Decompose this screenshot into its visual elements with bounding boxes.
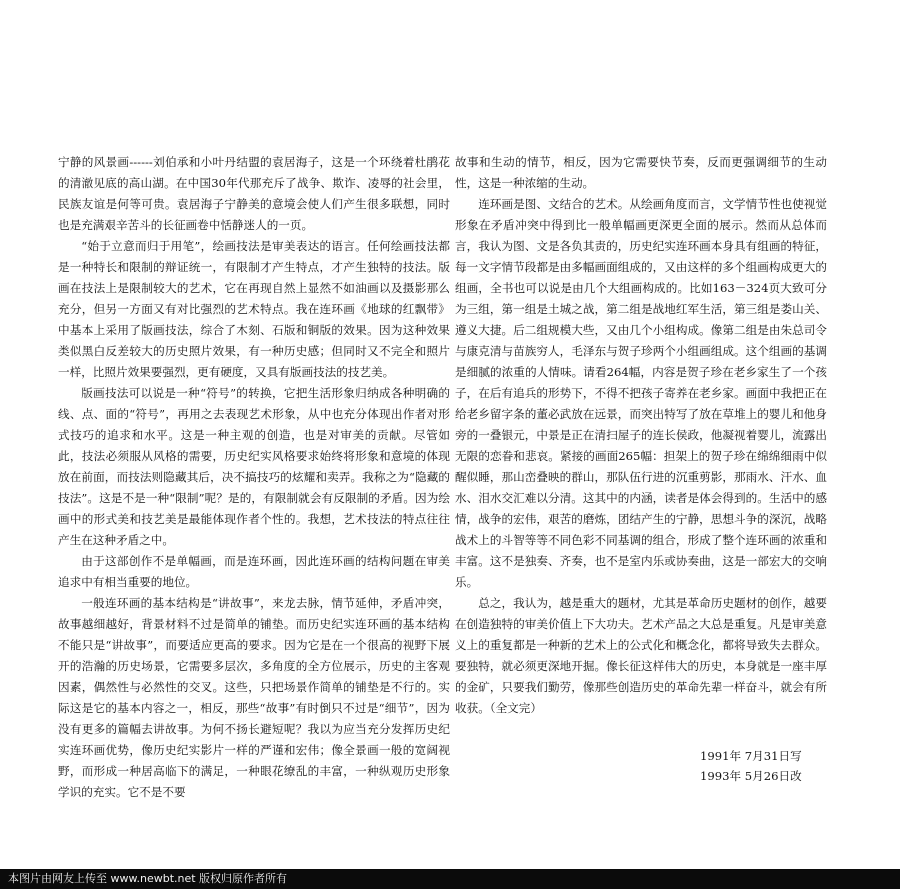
paragraph: 故事和生动的情节，相反，因为它需要快节奏，反而更强调细节的生动性，这是一种浓缩的生动。 — [455, 155, 827, 190]
paragraph: 一般连环画的基本结构是“讲故事”，来龙去脉，情节延伸，矛盾冲突，故事越细越好，背景材料不过是简单的铺垫。而历史纪实连环画的基本结构不能只是“讲故事”，而要适应更高的要求。因为它是在一个很高的视野下展开的浩瀚的历史场景，它需要多层次，多角度的全方位展示，历史的主客观因素，偶然性与必然性的交叉。这些，只把场景作简单的铺垫是不行的。实际这是它的基本内容之一，相反，那些“故事”有时倒只不过是“细节”，因为没有更多的篇幅去讲故事。为何不扬长避短呢？我以为应当充分发挥历史纪实连环画优势，像历史纪实影片一样的严谨和宏伟；像全景画一般的宽阔视野，而形成一种居高临下的满足，一种眼花缭乱的丰富，一种纵观历史形象学识的充实。它不是不要 — [58, 596, 450, 799]
paragraph: 版画技法可以说是一种“符号”的转换，它把生活形象归纳成各种明确的线、点、面的“符号”，再用之去表现艺术形象，从中也充分体现出作者对形式技巧的追求和水平。这是一种主观的创造，也是对审美的贡献。尽管如此，技法必须服从风格的需要，历史纪实风格要求始终将形象和意境的体现放在前面，而技法则隐藏其后，决不搞技巧的炫耀和卖弄。我称之为“隐藏的技法”。这是不是一种“限制”呢？是的，有限制就会有反限制的矛盾。因为绘画中的形式美和技艺美是最能体现作者个性的。我想，艺术技法的特点往往产生在这种矛盾之中。 — [58, 386, 450, 547]
date-block — [700, 746, 802, 786]
left-text-column — [58, 152, 450, 803]
paragraph: 连环画是图、文结合的艺术。从绘画角度而言，文学情节性也使视觉形象在矛盾冲突中得到比一般单幅画更深更全面的展示。然而从总体而言，我认为图、文是各负其责的，历史纪实连环画本身具有组画的特征，每一文字情节段都是由多幅画面组成的，又由这样的多个组画构成更大的组画，全书也可以说是由几个大组画构成的。比如163－324页大致可分为三组，第一组是土城之战，第二组是战地红军生活，第三组是娄山关、遵义大捷。后二组规模大些，又由几个小组构成。像第二组是由朱总司令与康克清与苗族穷人，毛泽东与贺子珍两个小组画组成。这个组画的基调是细腻的浓重的人情味。请看264幅，内容是贺子珍在老乡家生了一个孩子，在后有追兵的形势下，不得不把孩子寄养在老乡家。画面中我把正在给老乡留字条的董必武放在远景，而突出特写了放在草堆上的婴儿和他身旁的一叠银元，中景是正在清扫屋子的连长侯政，他凝视着婴儿，流露出无限的恋眷和悲哀。紧接的画面265幅：担架上的贺子珍在绵绵细雨中似醒似睡，那山峦叠映的群山，那队伍行进的沉重剪影，那雨水、汗水、血水、泪水交汇难以分清。这其中的内涵，读者是体会得到的。生活中的感情，战争的宏伟，艰苦的磨炼，团结产生的宁静，思想斗争的深沉，战略战术上的斗智等等不同色彩不同基调的组合，形成了整个连环画的浓重和丰富。这不是独奏、齐奏，也不是室内乐或协奏曲，这是一部宏大的交响乐。 — [455, 197, 827, 589]
footer-banner — [0, 869, 900, 889]
paragraph: 由于这部创作不是单幅画，而是连环画，因此连环画的结构问题在审美追求中有相当重要的地位。 — [58, 554, 450, 589]
paragraph: “始于立意而归于用笔”，绘画技法是审美表达的语言。任何绘画技法都是一种特长和限制的辩证统一，有限制才产生特点，才产生独特的技法。版画在技法上是限制较大的艺术，它在再现自然上显然不如油画以及摄影那么充分，但另一方面又有对比强烈的艺术特点。我在连环画《地球的红飘带》中基本上采用了版画技法，综合了木刻、石版和铜版的效果。因为这种效果类似黑白反差较大的历史照片效果，有一种历史感；但同时又不完全和照片一样，比照片效果要强烈，更有硬度，又具有版画技法的技艺美。 — [58, 239, 450, 379]
date-written: 1991年 7月31日写 — [700, 749, 802, 763]
date-revised: 1993年 5月26日改 — [700, 769, 802, 783]
paragraph: 总之，我认为，越是重大的题材，尤其是革命历史题材的创作，越要在创造独特的审美价值上下大功夫。艺术产品之大总是重复。凡是审美意义上的重复都是一种新的艺术上的公式化和概念化，都将导致失去群众。要独特，就必须更深地开掘。像长征这样伟大的历史，本身就是一座丰厚的金矿，只要我们勤劳，像那些创造历史的革命先辈一样奋斗，就会有所收获。（全文完） — [455, 596, 827, 715]
paragraph: 宁静的风景画------刘伯承和小叶丹结盟的袁居海子，这是一个环绕着杜鹃花的清澈见底的高山湖。在中国30年代那充斥了战争、欺诈、凌辱的社会里，民族友谊是何等可贵。袁居海子宁静美的意境会使人们产生很多联想，同时也是充满艰辛苦斗的长征画卷中恬静迷人的一页。 — [58, 155, 450, 232]
right-text-column — [455, 152, 827, 719]
footer-text: 本图片由网友上传至 www.newbt.net 版权归原作者所有 — [8, 872, 288, 885]
